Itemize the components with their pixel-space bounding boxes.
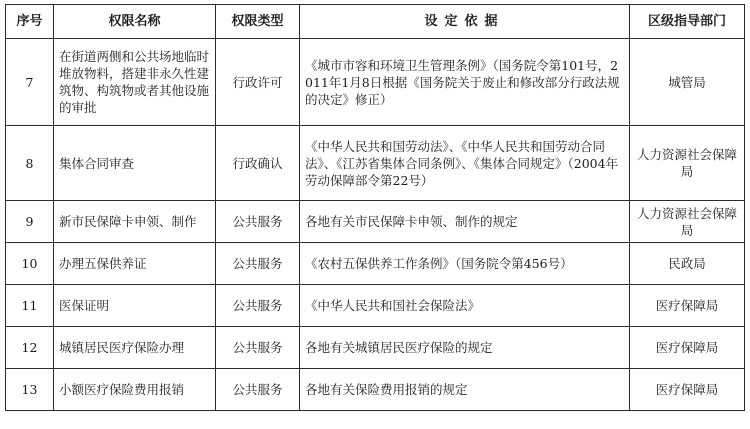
table-header-row — [6, 5, 745, 39]
header-name: 权限名称 — [54, 5, 216, 39]
row-dept: 医疗保障局 — [630, 369, 745, 411]
row-type: 公共服务 — [216, 327, 300, 369]
table-row — [6, 243, 745, 285]
row-dept: 医疗保障局 — [630, 285, 745, 327]
header-seq: 序号 — [6, 5, 54, 39]
row-seq: 11 — [6, 285, 54, 327]
row-seq: 10 — [6, 243, 54, 285]
row-basis: 《中华人民共和国社会保险法》 — [300, 285, 630, 327]
header-dept: 区级指导部门 — [630, 5, 745, 39]
row-name: 城镇居民医疗保险办理 — [54, 327, 216, 369]
row-dept: 医疗保障局 — [630, 327, 745, 369]
row-dept: 民政局 — [630, 243, 745, 285]
row-type: 公共服务 — [216, 369, 300, 411]
table-row — [6, 327, 745, 369]
table-row — [6, 201, 745, 243]
row-type: 行政确认 — [216, 126, 300, 201]
row-name: 小额医疗保险费用报销 — [54, 369, 216, 411]
row-basis: 各地有关城镇居民医疗保险的规定 — [300, 327, 630, 369]
row-dept: 人力资源社会保障局 — [630, 126, 745, 201]
row-seq: 13 — [6, 369, 54, 411]
row-seq: 9 — [6, 201, 54, 243]
row-dept: 人力资源社会保障局 — [630, 201, 745, 243]
row-basis: 各地有关保险费用报销的规定 — [300, 369, 630, 411]
row-name: 办理五保供养证 — [54, 243, 216, 285]
row-type: 公共服务 — [216, 285, 300, 327]
table-row — [6, 285, 745, 327]
row-basis: 《中华人民共和国劳动法》、《中华人民共和国劳动合同法》、《江苏省集体合同条例》、《集体合同规定》（2004年劳动保障部令第22号） — [300, 126, 630, 201]
header-type: 权限类型 — [216, 5, 300, 39]
row-type: 公共服务 — [216, 201, 300, 243]
row-seq: 12 — [6, 327, 54, 369]
row-name: 在街道两侧和公共场地临时堆放物料，搭建非永久性建筑物、构筑物或者其他设施的审批 — [54, 39, 216, 126]
header-basis: 设定依据 — [300, 5, 630, 39]
row-seq: 8 — [6, 126, 54, 201]
document-page — [5, 4, 745, 411]
row-name: 医保证明 — [54, 285, 216, 327]
table-row — [6, 39, 745, 126]
table-row — [6, 369, 745, 411]
row-name: 新市民保障卡申领、制作 — [54, 201, 216, 243]
row-type: 行政许可 — [216, 39, 300, 126]
row-seq: 7 — [6, 39, 54, 126]
row-basis: 《农村五保供养工作条例》（国务院令第456号） — [300, 243, 630, 285]
row-name: 集体合同审查 — [54, 126, 216, 201]
row-basis: 各地有关市民保障卡申领、制作的规定 — [300, 201, 630, 243]
row-basis: 《城市市容和环境卫生管理条例》（国务院令第101号，2011年1月8日根据《国务院关于废止和修改部分行政法规的决定》修正） — [300, 39, 630, 126]
authority-table — [5, 4, 745, 411]
row-type: 公共服务 — [216, 243, 300, 285]
row-dept: 城管局 — [630, 39, 745, 126]
table-row — [6, 126, 745, 201]
